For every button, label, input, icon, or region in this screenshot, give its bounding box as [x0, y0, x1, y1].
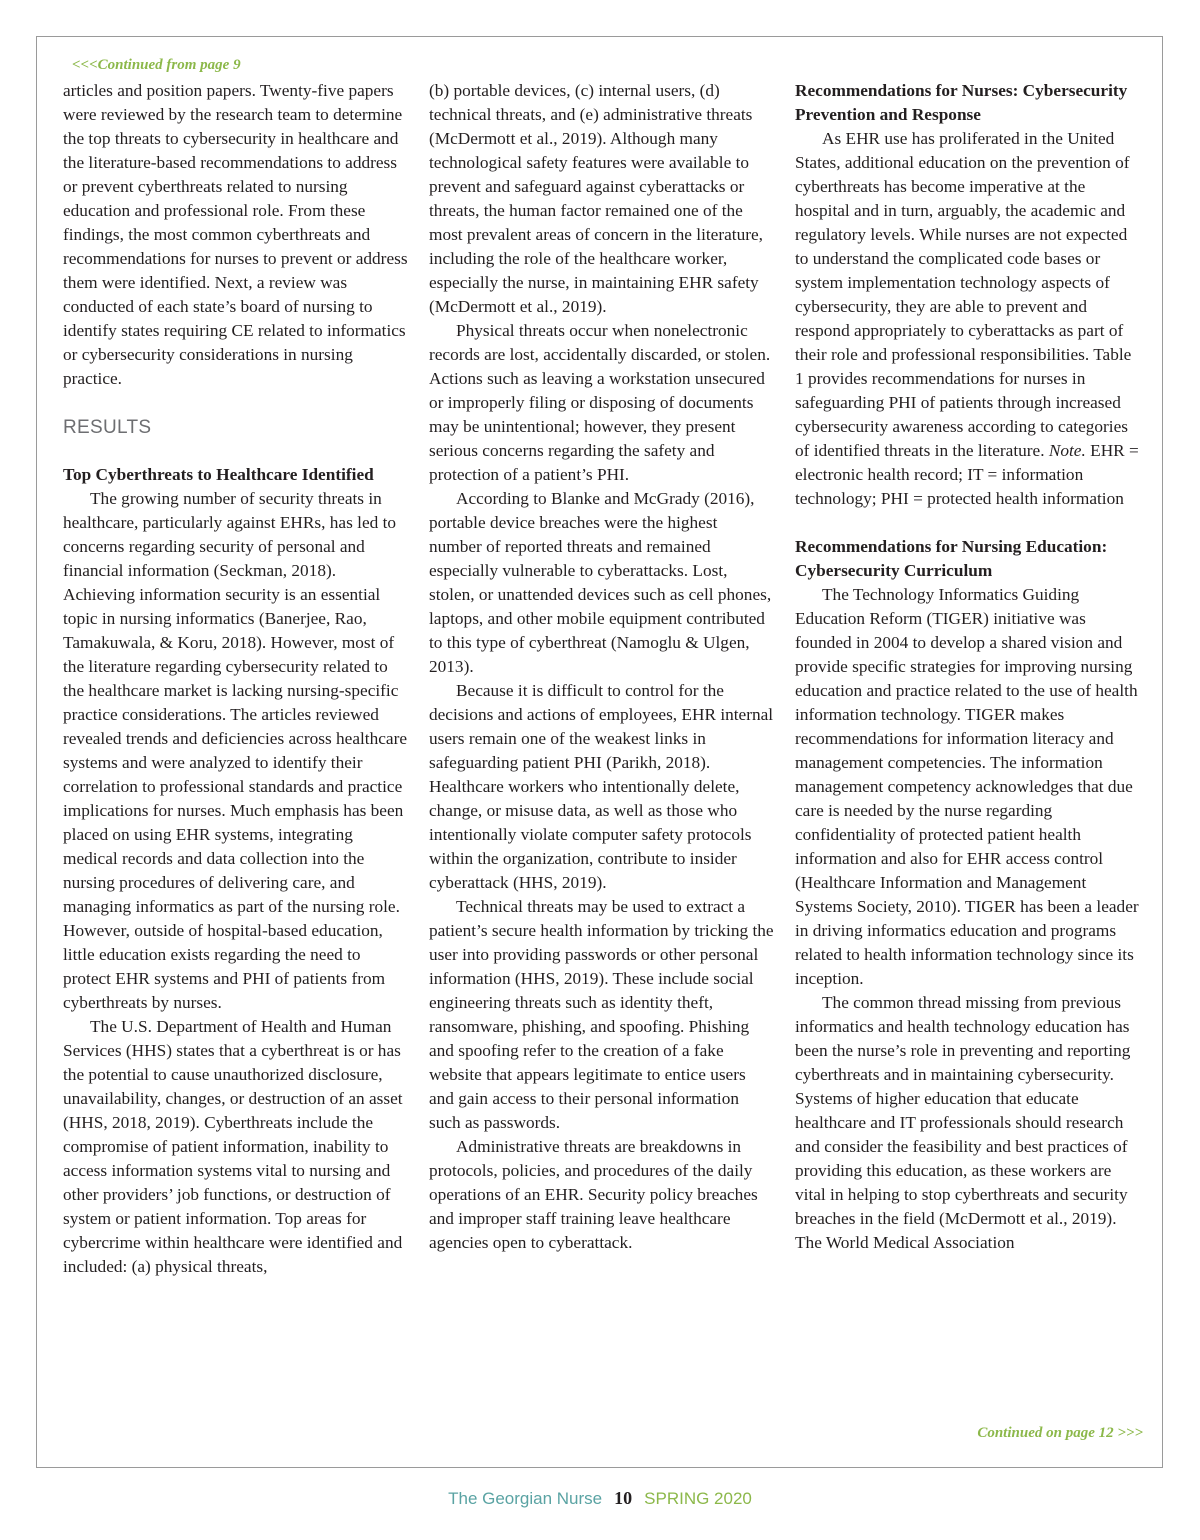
continued-on-link[interactable]: Continued on page 12 >>> — [977, 1425, 1143, 1441]
top-cyberthreats-subhead: Top Cyberthreats to Healthcare Identified — [63, 465, 374, 484]
paragraph: (b) portable devices, (c) internal users, (d) technical threats, and (e) administrative threats (McDermott et al., 2019). Although many technological safety features were available to prevent and safeguard against cyberattacks or threats, the human factor remained one of the most prevalent areas of concern in the literature, including the role of the healthcare worker, especially the nurse, in maintaining EHR safety (McDermott et al., 2019). — [429, 81, 763, 316]
paragraph: Administrative threats are breakdowns in protocols, policies, and procedures of the daily operations of an EHR. Security policy breaches and improper staff training leave healthcare agencies open to cyberattack. — [429, 1137, 758, 1252]
note-text: EHR = electronic health record; IT = information technology; PHI = protected health information — [795, 441, 1139, 508]
paragraph: The U.S. Department of Health and Human Services (HHS) states that a cyberthreat is or has the potential to cause unauthorized disclosure, unavailability, changes, or destruction of an asset (HHS, 2018, 2019). Cyberthreats include the compromise of patient information, inability to access information systems vital to nursing and other providers’ job functions, or destruction of system or patient information. Top areas for cybercrime within healthcare were identified and included: (a) physical threats, — [63, 1017, 403, 1276]
paragraph: Physical threats occur when nonelectronic records are lost, accidentally discarded, or stolen. Actions such as leaving a workstation unsecured or improperly filing or disposing of documents may be unintentional; however, they present serious concerns regarding the safety and protection of a patient’s PHI. — [429, 321, 771, 484]
page-footer — [0, 1488, 1200, 1509]
page-number: 10 — [614, 1488, 633, 1508]
continued-from-link[interactable]: <<<Continued from page 9 — [72, 57, 241, 73]
column-3 — [795, 79, 1140, 1255]
paragraph — [795, 127, 1140, 511]
column-1 — [63, 79, 408, 1279]
paragraph: Technical threats may be used to extract a patient’s secure health information by tricking the user into providing passwords or other personal information (HHS, 2019). These include social engineering threats such as identity theft, ransomware, phishing, and spoofing. Phishing and spoofing refer to the creation of a fake website that appears legitimate to entice users and gain access to their personal information such as passwords. — [429, 897, 774, 1132]
paragraph: The Technology Informatics Guiding Education Reform (TIGER) initiative was founded in 2004 to develop a shared vision and provide specific strategies for improving nursing education and practice related to the use of health information technology. TIGER makes recommendations for information literacy and management competencies. The information management competency acknowledges that due care is needed by the nurse regarding confidentiality of protected patient health information and also for EHR access control (Healthcare Information and Management Systems Society, 2010). TIGER has been a leader in driving informatics education and programs related to health information technology since its inception. — [795, 585, 1139, 988]
note-label: Note. — [1048, 441, 1086, 460]
paragraph: The growing number of security threats in healthcare, particularly against EHRs, has led to concerns regarding security of personal and financial information (Seckman, 2018). Achieving information security is an essential topic in nursing informatics (Banerjee, Rao, Tamakuwala, & Koru, 2018). However, most of the literature regarding cybersecurity related to the healthcare market is lacking nursing-specific practice considerations. The articles reviewed revealed trends and deficiencies across healthcare systems and were analyzed to identify their correlation to professional standards and practice implications for nurses. Much emphasis has been placed on using EHR systems, integrating medical records and data collection into the nursing procedures of delivering care, and managing informatics as part of the nursing role. However, outside of hospital-based education, little education exists regarding the need to protect EHR systems and PHI of patients from cyberthreats by nurses. — [63, 489, 407, 1012]
nursing-education-subhead: Recommendations for Nursing Education: Cybersecurity Curriculum — [795, 537, 1108, 580]
results-heading: RESULTS — [63, 417, 152, 438]
column-2 — [429, 79, 774, 1255]
paragraph: The common thread missing from previous informatics and health technology education has been the nurse’s role in preventing and reporting cyberthreats and in maintaining cybersecurity. Systems of higher education that educate healthcare and IT professionals should research and consider the feasibility and best practices of providing this education, as these workers are vital in helping to stop cyberthreats and security breaches in the field (McDermott et al., 2019). The World Medical Association — [795, 993, 1131, 1252]
nurses-recommendations-subhead: Recommendations for Nurses: Cybersecurity Prevention and Response — [795, 81, 1128, 124]
paragraph-text: As EHR use has proliferated in the United States, additional education on the prevention of cyberthreats has become imperative at the hospital and in turn, arguably, the academic and regulatory levels. While nurses are not expected to understand the complicated code bases or system implementation technology aspects of cybersecurity, they are able to prevent and respond appropriately to cyberattacks as part of their role and professional responsibilities. Table 1 provides recommendations for nurses in safeguarding PHI of patients through increased cybersecurity awareness according to categories of identified threats in the literature. — [795, 129, 1132, 460]
paragraph: Because it is difficult to control for the decisions and actions of employees, EHR internal users remain one of the weakest links in safeguarding patient PHI (Parikh, 2018). Healthcare workers who intentionally delete, change, or misuse data, as well as those who intentionally violate computer safety protocols within the organization, contribute to insider cyberattack (HHS, 2019). — [429, 681, 774, 892]
issue-season: SPRING 2020 — [644, 1489, 752, 1508]
magazine-title: The Georgian Nurse — [448, 1489, 603, 1508]
paragraph: According to Blanke and McGrady (2016), portable device breaches were the highest number of reported threats and remained especially vulnerable to cyberattacks. Lost, stolen, or unattended devices such as cell phones, laptops, and other mobile equipment contributed to this type of cyberthreat (Namoglu & Ulgen, 2013). — [429, 489, 772, 676]
intro-paragraph: articles and position papers. Twenty-five papers were reviewed by the research team to determine the top threats to cybersecurity in healthcare and the literature-based recommendations to address or prevent cyberthreats related to nursing education and professional role. From these findings, the most common cyberthreats and recommendations for nurses to prevent or address them were identified. Next, a review was conducted of each state’s board of nursing to identify states requiring CE related to informatics or cybersecurity considerations in nursing practice. — [63, 81, 408, 388]
